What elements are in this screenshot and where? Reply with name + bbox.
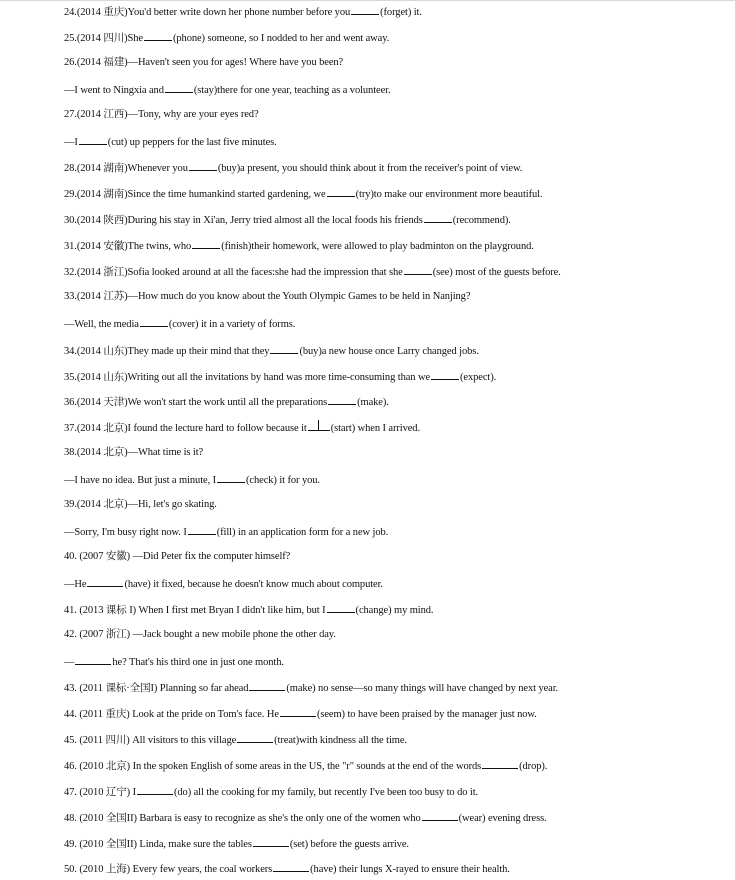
answer-blank bbox=[188, 524, 216, 535]
exercise-line bbox=[64, 706, 537, 722]
exercise-line bbox=[64, 186, 542, 202]
exercise-line bbox=[64, 602, 433, 618]
answer-blank bbox=[328, 394, 356, 405]
line-text: 49. (2010 全国II) Linda, make sure the tables bbox=[64, 839, 252, 850]
page-top-border bbox=[0, 0, 736, 1]
answer-blank bbox=[351, 4, 379, 15]
line-text: 50. (2010 上海) Every few years, the coal workers bbox=[64, 864, 273, 875]
line-text: —I bbox=[64, 137, 78, 148]
line-text: 40. (2007 安徽) —Did Peter fix the computer himself? bbox=[64, 551, 291, 562]
exercise-line bbox=[64, 446, 203, 460]
line-text: 28.(2014 湖南)Whenever you bbox=[64, 163, 188, 174]
line-text: 37.(2014 北京)I found the lecture hard to follow because it bbox=[64, 423, 307, 434]
answer-blank bbox=[327, 186, 355, 197]
exercise-line bbox=[64, 394, 389, 410]
exercise-line bbox=[64, 82, 391, 98]
line-text: 43. (2011 课标·全国I) Planning so far ahead bbox=[64, 683, 249, 694]
line-text: 27.(2014 江西)—Tony, why are your eyes red? bbox=[64, 109, 259, 120]
line-text: (do) all the cooking for my family, but recently I've been too busy to do it. bbox=[174, 787, 479, 798]
line-text: (start) when I arrived. bbox=[330, 423, 420, 434]
line-text: (have) it fixed, because he doesn't know much about computer. bbox=[124, 579, 383, 590]
line-text: — bbox=[64, 657, 75, 668]
line-text: —Well, the media bbox=[64, 319, 139, 330]
answer-blank bbox=[431, 369, 459, 380]
answer-blank bbox=[189, 160, 217, 171]
line-text: (stay)there for one year, teaching as a volunteer. bbox=[193, 85, 391, 96]
line-text: 26.(2014 福建)—Haven't seen you for ages! Where have you been? bbox=[64, 57, 344, 68]
answer-blank bbox=[422, 810, 458, 821]
exercise-line bbox=[64, 654, 284, 670]
exercise-line bbox=[64, 264, 561, 280]
line-text: —I have no idea. But just a minute, I bbox=[64, 475, 217, 486]
line-text: —I went to Ningxia and bbox=[64, 85, 164, 96]
answer-blank bbox=[165, 82, 193, 93]
exercise-line bbox=[64, 836, 409, 852]
line-text: (make). bbox=[357, 397, 389, 408]
line-text: (wear) evening dress. bbox=[458, 813, 547, 824]
answer-blank bbox=[137, 784, 173, 795]
exercise-line bbox=[64, 498, 217, 512]
line-text: (expect). bbox=[460, 372, 497, 383]
line-text: 29.(2014 湖南)Since the time humankind started gardening, we bbox=[64, 189, 326, 200]
line-text: (finish)their homework, were allowed to play badminton on the playground. bbox=[221, 241, 534, 252]
line-text: 44. (2011 重庆) Look at the pride on Tom's face. He bbox=[64, 709, 279, 720]
line-text: (try)to make our environment more beautiful. bbox=[355, 189, 543, 200]
answer-blank bbox=[249, 680, 285, 691]
line-text: (buy)a present, you should think about it from the receiver's point of view. bbox=[217, 163, 523, 174]
exercise-line bbox=[64, 524, 388, 540]
line-text: (have) their lungs X-rayed to ensure their health. bbox=[310, 864, 510, 875]
answer-blank bbox=[140, 316, 168, 327]
line-text: (check) it for you. bbox=[246, 475, 320, 486]
exercise-line bbox=[64, 810, 547, 826]
exercise-line bbox=[64, 420, 420, 436]
line-text: —Sorry, I'm busy right now. I bbox=[64, 527, 187, 538]
line-text: (make) no sense—so many things will have changed by next year. bbox=[286, 683, 559, 694]
exercise-line bbox=[64, 861, 510, 877]
line-text: 42. (2007 浙江) —Jack bought a new mobile phone the other day. bbox=[64, 629, 336, 640]
exercise-line bbox=[64, 369, 496, 385]
line-text: 48. (2010 全国II) Barbara is easy to recognize as she's the only one of the women who bbox=[64, 813, 421, 824]
answer-blank bbox=[273, 861, 309, 872]
answer-blank bbox=[424, 212, 452, 223]
line-text: 47. (2010 辽宁) I bbox=[64, 787, 136, 798]
answer-blank bbox=[280, 706, 316, 717]
exercise-line bbox=[64, 134, 277, 150]
answer-blank bbox=[87, 576, 123, 587]
line-text: 46. (2010 北京) In the spoken English of some areas in the US, the "r" sounds at the end of the words bbox=[64, 761, 482, 772]
exercise-line bbox=[64, 576, 383, 592]
answer-blank bbox=[192, 238, 220, 249]
exercise-line bbox=[64, 30, 389, 46]
line-text: —He bbox=[64, 579, 87, 590]
line-text: 45. (2011 四川) All visitors to this village bbox=[64, 735, 237, 746]
answer-blank bbox=[404, 264, 432, 275]
answer-blank bbox=[327, 602, 355, 613]
line-text: (buy)a new house once Larry changed jobs. bbox=[299, 346, 479, 357]
line-text: 41. (2013 课标 I) When I first met Bryan I didn't like him, but I bbox=[64, 605, 326, 616]
exercise-line bbox=[64, 290, 470, 304]
line-text: 25.(2014 四川)She bbox=[64, 33, 143, 44]
line-text: (drop). bbox=[519, 761, 548, 772]
line-text: (treat)with kindness all the time. bbox=[274, 735, 407, 746]
line-text: (fill) in an application form for a new job. bbox=[216, 527, 389, 538]
exercise-line bbox=[64, 784, 478, 800]
exercise-line bbox=[64, 212, 511, 228]
exercise-line bbox=[64, 472, 320, 488]
exercise-line bbox=[64, 316, 295, 332]
line-text: 36.(2014 天津)We won't start the work until all the preparations bbox=[64, 397, 328, 408]
answer-blank bbox=[253, 836, 289, 847]
answer-blank bbox=[270, 343, 298, 354]
line-text: 30.(2014 陕西)During his stay in Xi'an, Jerry tried almost all the local foods his friends bbox=[64, 215, 423, 226]
answer-blank bbox=[308, 420, 330, 431]
line-text: 31.(2014 安徽)The twins, who bbox=[64, 241, 192, 252]
exercise-line bbox=[64, 108, 259, 122]
line-text: 39.(2014 北京)—Hi, let's go skating. bbox=[64, 499, 217, 510]
exercise-line bbox=[64, 343, 479, 359]
exercise-line bbox=[64, 732, 407, 748]
line-text: (phone) someone, so I nodded to her and went away. bbox=[173, 33, 390, 44]
exercise-line bbox=[64, 238, 534, 254]
line-text: 24.(2014 重庆)You'd better write down her phone number before you bbox=[64, 7, 351, 18]
answer-blank bbox=[482, 758, 518, 769]
line-text: (set) before the guests arrive. bbox=[289, 839, 409, 850]
line-text: (change) my mind. bbox=[355, 605, 434, 616]
exercise-line bbox=[64, 56, 343, 70]
line-text: (see) most of the guests before. bbox=[432, 267, 561, 278]
line-text: (cover) it in a variety of forms. bbox=[168, 319, 296, 330]
answer-blank bbox=[217, 472, 245, 483]
answer-blank bbox=[237, 732, 273, 743]
line-text: 33.(2014 江苏)—How much do you know about the Youth Olympic Games to be held in Nanjing? bbox=[64, 291, 471, 302]
line-text: 32.(2014 浙江)Sofia looked around at all the faces:she had the impression that she bbox=[64, 267, 403, 278]
line-text: (cut) up peppers for the last five minutes. bbox=[107, 137, 277, 148]
exercise-line bbox=[64, 628, 336, 642]
exercise-line bbox=[64, 758, 547, 774]
line-text: 34.(2014 山东)They made up their mind that they bbox=[64, 346, 270, 357]
line-text: 35.(2014 山东)Writing out all the invitations by hand was more time-consuming than we bbox=[64, 372, 431, 383]
line-text: (recommend). bbox=[452, 215, 511, 226]
exercise-line bbox=[64, 160, 522, 176]
line-text: 38.(2014 北京)—What time is it? bbox=[64, 447, 204, 458]
answer-blank bbox=[144, 30, 172, 41]
answer-blank bbox=[79, 134, 107, 145]
line-text: (forget) it. bbox=[380, 7, 422, 18]
answer-blank bbox=[75, 654, 111, 665]
exercise-line bbox=[64, 4, 422, 20]
exercise-line bbox=[64, 550, 290, 564]
line-text: (seem) to have been praised by the manager just now. bbox=[316, 709, 537, 720]
line-text: he? That's his third one in just one month. bbox=[112, 657, 284, 668]
exercise-line bbox=[64, 680, 558, 696]
